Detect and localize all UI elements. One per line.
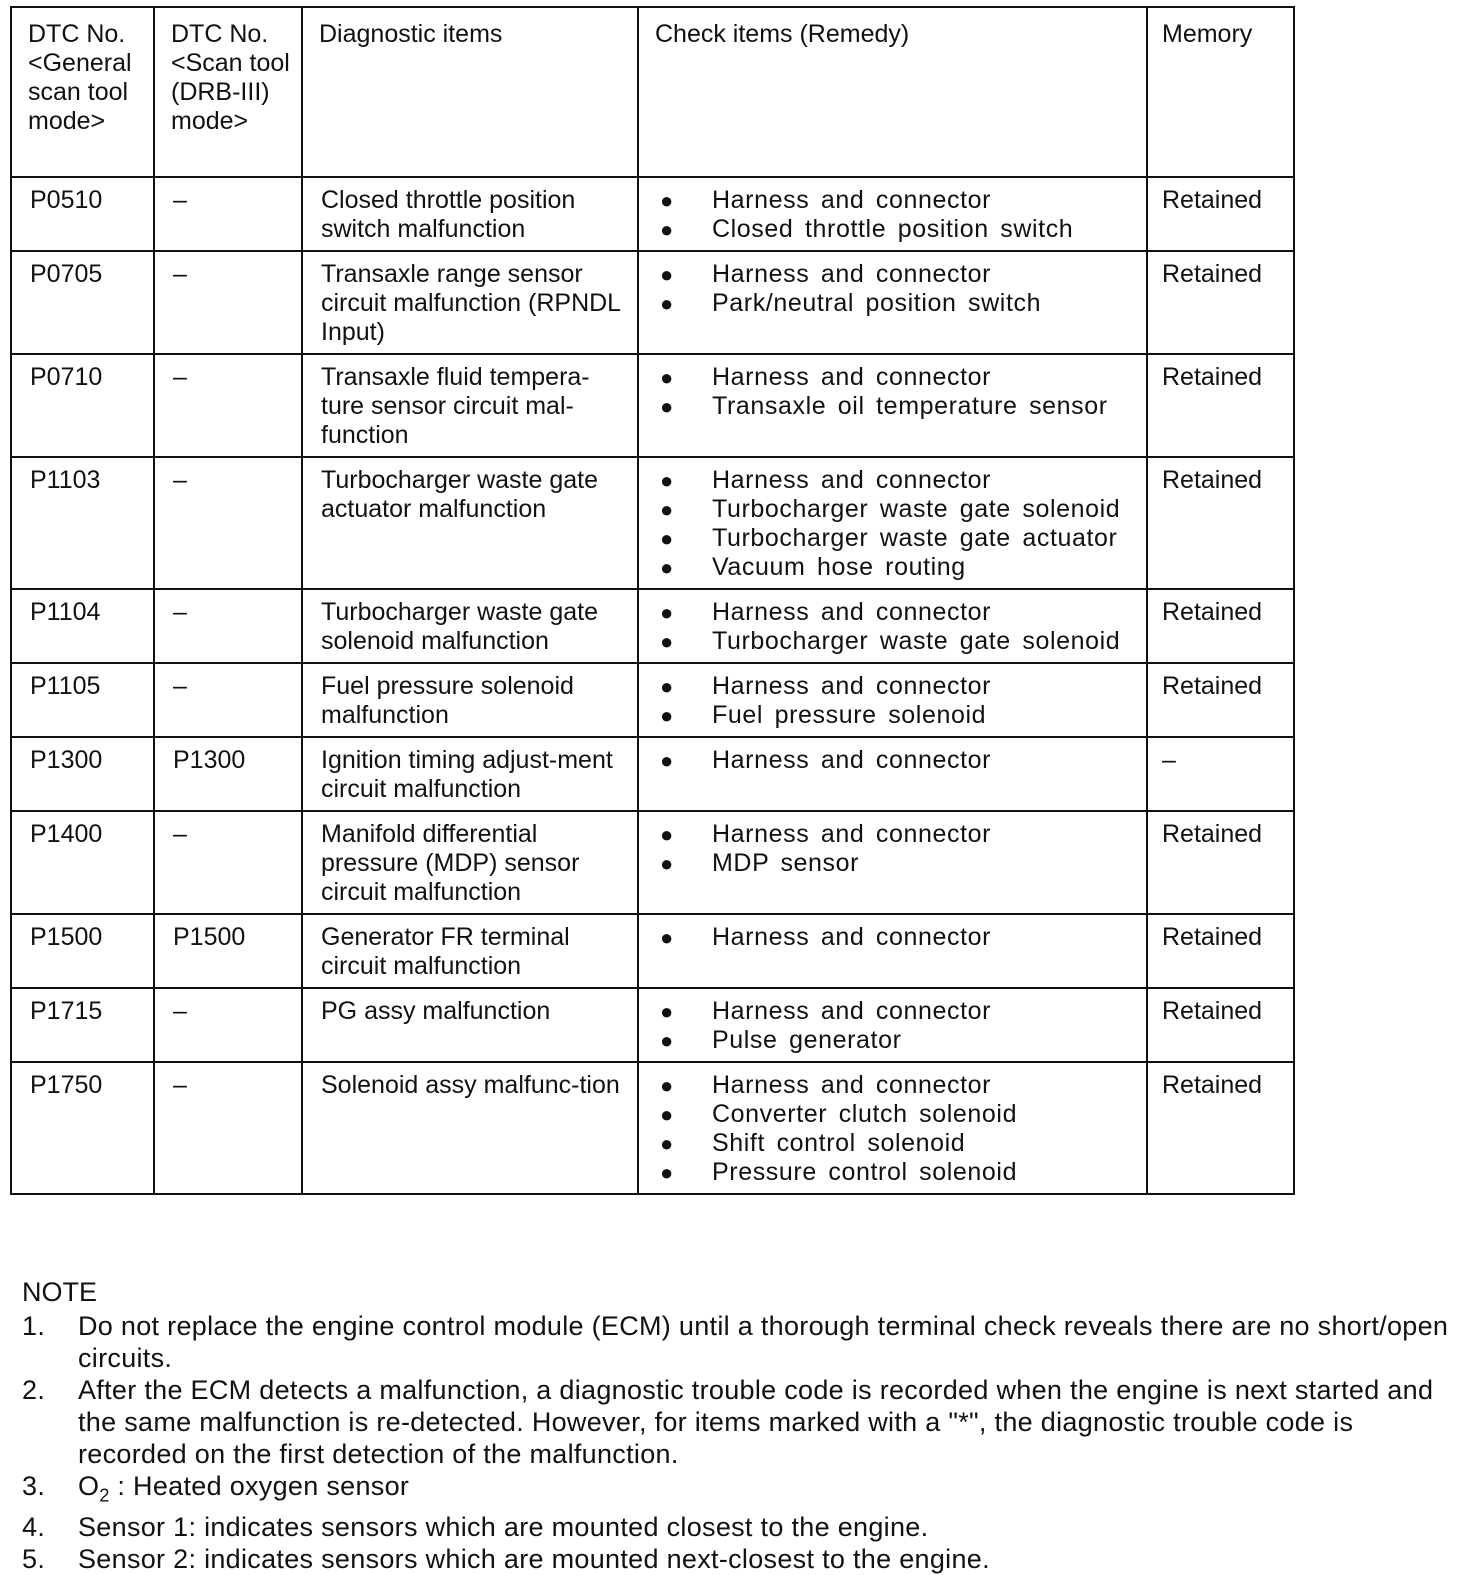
check-item-text: Harness and connector [712,746,992,774]
check-item [657,1100,1138,1129]
memory-cell: Retained [1147,457,1294,589]
diagnostic-item-cell: Transaxle range sensor circuit malfunction (RPNDL Input) [302,251,638,354]
check-item-text: Harness and connector [712,672,992,700]
table-row [11,663,1294,737]
check-item [657,923,1138,952]
check-item [657,598,1138,627]
memory-cell: – [1147,737,1294,811]
note-text: Do not replace the engine control module (ECM) until a thorough terminal check reveals there are no short/open circuits. [78,1311,1449,1373]
note-text: Sensor 1: indicates sensors which are mounted closest to the engine. [78,1512,929,1543]
bullet-icon: ● [660,748,674,773]
diagnostic-item-cell: Fuel pressure solenoid malfunction [302,663,638,737]
check-item [657,524,1138,553]
bullet-icon: ● [660,1028,674,1053]
header-row [11,7,1294,177]
memory-cell: Retained [1147,988,1294,1062]
check-item-text: Harness and connector [712,466,992,494]
bullet-icon: ● [660,188,674,213]
bullet-icon: ● [660,629,674,654]
diagnostic-item-cell: Transaxle fluid tempera-ture sensor circuit mal-function [302,354,638,457]
note-title: NOTE [22,1277,98,1307]
bullet-icon: ● [660,703,674,728]
check-item-text: Harness and connector [712,820,992,848]
dtc-scan-cell: – [154,663,302,737]
check-item-text: Transaxle oil temperature sensor [712,392,1108,420]
dtc-general-cell: P1750 [11,1062,154,1194]
memory-cell: Retained [1147,1062,1294,1194]
table-row [11,354,1294,457]
check-item [657,1129,1138,1158]
check-items-list [657,997,1138,1055]
check-item-text: Pulse generator [712,1026,902,1054]
bullet-icon: ● [660,262,674,287]
bullet-icon: ● [660,1160,674,1185]
check-item [657,701,1138,730]
check-item-text: Fuel pressure solenoid [712,701,987,729]
table-row [11,589,1294,663]
check-item-text: Turbocharger waste gate actuator [712,524,1118,552]
check-items-list [657,466,1138,582]
check-items-cell [638,988,1147,1062]
note-item [22,1470,1452,1511]
memory-cell: Retained [1147,251,1294,354]
check-items-list [657,363,1138,421]
dtc-scan-cell: – [154,354,302,457]
check-item-text: Pressure control solenoid [712,1158,1018,1186]
dtc-table [10,6,1295,1195]
check-item [657,260,1138,289]
check-items-cell [638,457,1147,589]
check-items-cell [638,811,1147,914]
note-text: After the ECM detects a malfunction, a diagnostic trouble code is recorded when the engine is next started and the same malfunction is re-detected. However, for items marked with a "*", the diagnostic trouble code is recorded on the first detection of the malfunction. [78,1375,1434,1469]
dtc-general-cell: P0510 [11,177,154,251]
notes-section [22,1276,1452,1575]
check-items-cell [638,914,1147,988]
check-item [657,466,1138,495]
note-item [22,1543,1452,1575]
header-diagnostic-items: Diagnostic items [302,7,638,177]
dtc-general-cell: P1105 [11,663,154,737]
dtc-general-cell: P1103 [11,457,154,589]
bullet-icon: ● [660,822,674,847]
dtc-general-cell: P1500 [11,914,154,988]
memory-cell: Retained [1147,177,1294,251]
check-item-text: Converter clutch solenoid [712,1100,1018,1128]
check-items-list [657,923,1138,952]
check-items-cell [638,251,1147,354]
dtc-scan-cell: P1300 [154,737,302,811]
diagnostic-item-cell: Turbocharger waste gate actuator malfunction [302,457,638,589]
bullet-icon: ● [660,291,674,316]
diagnostic-item-cell: Solenoid assy malfunc-tion [302,1062,638,1194]
diagnostic-item-cell: Turbocharger waste gate solenoid malfunction [302,589,638,663]
bullet-icon: ● [660,468,674,493]
note-number: 3. [22,1471,46,1501]
diagnostic-item-cell: PG assy malfunction [302,988,638,1062]
dtc-general-cell: P0710 [11,354,154,457]
bullet-icon: ● [660,999,674,1024]
check-items-cell [638,663,1147,737]
check-items-list [657,1071,1138,1187]
note-number: 4. [22,1512,46,1543]
dtc-scan-cell: – [154,988,302,1062]
dtc-general-cell: P1104 [11,589,154,663]
check-item-text: Vacuum hose routing [712,553,966,581]
table-row [11,177,1294,251]
check-item [657,1158,1138,1187]
check-item [657,392,1138,421]
check-items-list [657,672,1138,730]
bullet-icon: ● [660,394,674,419]
diagnostic-item-cell: Closed throttle position switch malfunction [302,177,638,251]
table-body [11,177,1294,1194]
table-row [11,457,1294,589]
memory-cell: Retained [1147,811,1294,914]
bullet-icon: ● [660,497,674,522]
bullet-icon: ● [660,1073,674,1098]
memory-cell: Retained [1147,589,1294,663]
header-dtc-general: DTC No. <General scan tool mode> [11,7,154,177]
diagnostic-item-cell: Manifold differential pressure (MDP) sensor circuit malfunction [302,811,638,914]
bullet-icon: ● [660,217,674,242]
check-item-text: Harness and connector [712,598,992,626]
bullet-icon: ● [660,365,674,390]
bullet-icon: ● [660,1131,674,1156]
check-item [657,215,1138,244]
bullet-icon: ● [660,925,674,950]
check-item [657,997,1138,1026]
check-item [657,1026,1138,1055]
check-items-cell [638,589,1147,663]
note-text: Sensor 2: indicates sensors which are mounted next-closest to the engine. [78,1544,990,1575]
check-item [657,672,1138,701]
check-item [657,1071,1138,1100]
table-row [11,251,1294,354]
notes-list [22,1310,1452,1575]
check-items-list [657,260,1138,318]
check-item [657,553,1138,582]
table-row [11,988,1294,1062]
check-item [657,627,1138,656]
note-text: O [78,1471,100,1501]
dtc-scan-cell: P1500 [154,914,302,988]
dtc-scan-cell: – [154,1062,302,1194]
check-item-text: Harness and connector [712,997,992,1025]
note-item [22,1310,1452,1374]
table-row [11,1062,1294,1194]
check-item [657,746,1138,775]
check-item-text: Harness and connector [712,923,992,951]
note-number: 1. [22,1311,46,1341]
check-items-cell [638,177,1147,251]
check-items-list [657,598,1138,656]
bullet-icon: ● [660,674,674,699]
memory-cell: Retained [1147,354,1294,457]
check-item [657,289,1138,318]
check-item [657,186,1138,215]
dtc-scan-cell: – [154,589,302,663]
dtc-general-cell: P1300 [11,737,154,811]
check-item-text: Shift control solenoid [712,1129,966,1157]
check-items-list [657,186,1138,244]
diagnostic-item-cell: Generator FR terminal circuit malfunction [302,914,638,988]
check-item-text: Turbocharger waste gate solenoid [712,495,1121,523]
check-item [657,849,1138,878]
note-item [22,1374,1452,1470]
note-subscript: 2 [99,1485,110,1506]
check-items-list [657,820,1138,878]
check-item-text: Park/neutral position switch [712,289,1042,317]
check-item-text: Harness and connector [712,260,992,288]
bullet-icon: ● [660,851,674,876]
bullet-icon: ● [660,555,674,580]
diagnostic-item-cell: Ignition timing adjust-ment circuit malfunction [302,737,638,811]
table-row [11,737,1294,811]
header-dtc-scan: DTC No. <Scan tool (DRB-III) mode> [154,7,302,177]
check-item-text: Harness and connector [712,363,992,391]
dtc-scan-cell: – [154,177,302,251]
bullet-icon: ● [660,526,674,551]
check-item-text: Harness and connector [712,1071,992,1099]
note-number: 2. [22,1375,46,1405]
check-items-list [657,746,1138,775]
note-number: 5. [22,1544,46,1575]
dtc-general-cell: P1715 [11,988,154,1062]
check-item [657,495,1138,524]
dtc-scan-cell: – [154,811,302,914]
check-item-text: MDP sensor [712,849,860,877]
check-items-cell [638,354,1147,457]
header-memory: Memory [1147,7,1294,177]
table-row [11,914,1294,988]
dtc-scan-cell: – [154,457,302,589]
check-items-cell [638,737,1147,811]
note-text-after: : Heated oxygen sensor [109,1471,410,1501]
check-item-text: Harness and connector [712,186,992,214]
check-item [657,820,1138,849]
header-check-items: Check items (Remedy) [638,7,1147,177]
note-item [22,1511,1452,1543]
dtc-general-cell: P0705 [11,251,154,354]
check-items-cell [638,1062,1147,1194]
dtc-general-cell: P1400 [11,811,154,914]
memory-cell: Retained [1147,663,1294,737]
bullet-icon: ● [660,1102,674,1127]
check-item [657,363,1138,392]
check-item-text: Closed throttle position switch [712,215,1074,243]
memory-cell: Retained [1147,914,1294,988]
bullet-icon: ● [660,600,674,625]
table-row [11,811,1294,914]
check-item-text: Turbocharger waste gate solenoid [712,627,1121,655]
dtc-scan-cell: – [154,251,302,354]
